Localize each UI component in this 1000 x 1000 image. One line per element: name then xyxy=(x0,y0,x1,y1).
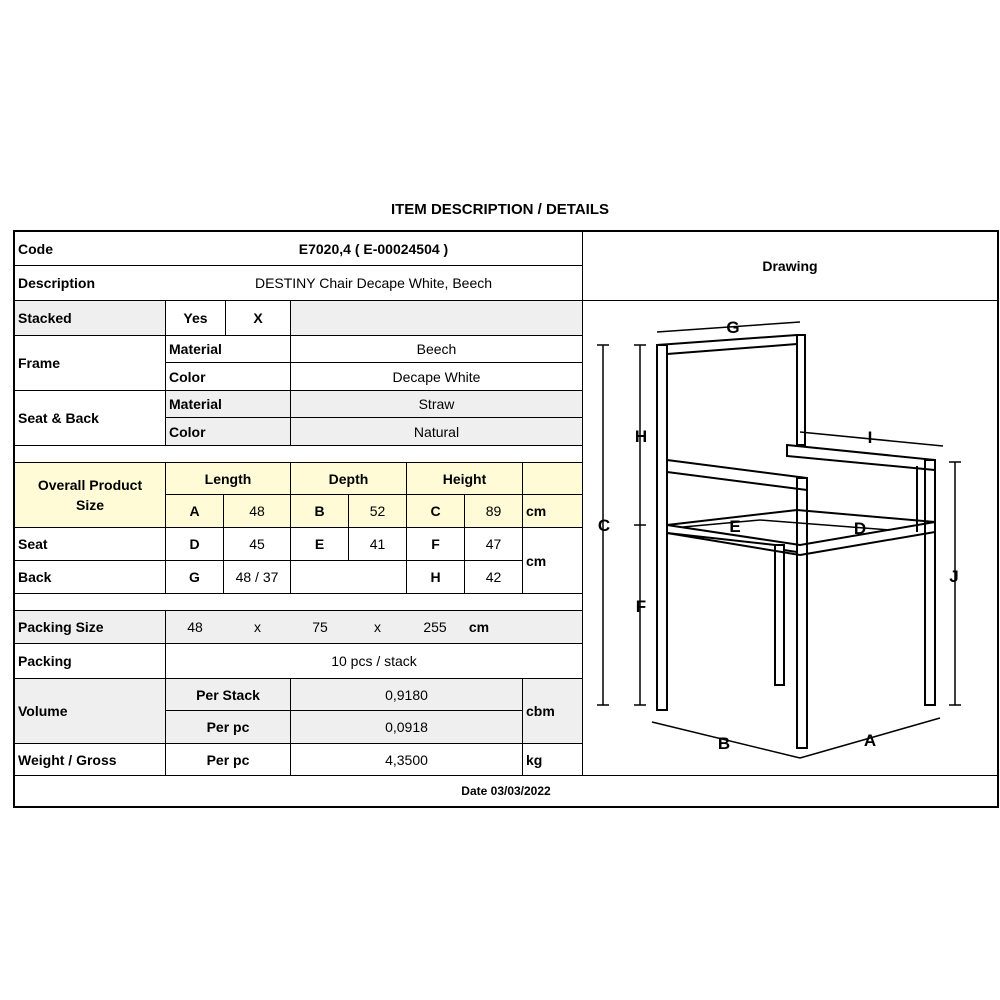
description-label: Description xyxy=(15,265,165,300)
letter-g: G xyxy=(726,318,740,337)
letter-h: H xyxy=(634,427,648,446)
packing-size-x2: x xyxy=(374,618,381,635)
weight-label: Weight / Gross xyxy=(15,743,165,775)
letter-f: F xyxy=(635,597,647,616)
packing-size-label: Packing Size xyxy=(15,610,165,643)
front-left-post xyxy=(797,478,807,748)
seat-back-color-value: Natural xyxy=(290,417,582,445)
per-stack-label: Per Stack xyxy=(165,678,290,710)
letter-d: D xyxy=(853,519,867,538)
seat-back-material-label: Material xyxy=(165,390,290,417)
dim-f-value: 47 xyxy=(464,527,522,560)
letter-j: J xyxy=(949,567,959,586)
code-value: E7020,4 ( E-00024504 ) xyxy=(298,240,449,257)
dim-d-value: 45 xyxy=(223,527,290,560)
volume-per-pc-value: 0,0918 xyxy=(290,710,522,743)
right-armrest xyxy=(787,445,935,470)
frame-material-value: Beech xyxy=(290,335,582,362)
frame-material-label: Material xyxy=(165,335,290,362)
volume-per-pc-label: Per pc xyxy=(165,710,290,743)
dim-g-letter: G xyxy=(165,560,223,593)
weight-unit: kg xyxy=(522,743,582,775)
back-right-post xyxy=(797,335,805,445)
packing-size-height: 255 xyxy=(423,618,447,635)
per-stack-value: 0,9180 xyxy=(290,678,522,710)
dim-d-letter: D xyxy=(165,527,223,560)
dim-h-letter: H xyxy=(406,560,464,593)
dim-b-letter: B xyxy=(290,494,348,527)
dim-g-value: 48 / 37 xyxy=(223,560,290,593)
overall-unit: cm xyxy=(522,494,582,527)
spacer-row-2 xyxy=(15,593,582,610)
document-title: ITEM DESCRIPTION / DETAILS xyxy=(390,201,610,218)
volume-unit: cbm xyxy=(522,678,582,743)
left-armrest xyxy=(667,460,807,490)
stacked-empty xyxy=(290,300,582,335)
code-label: Code xyxy=(18,240,53,257)
date: Date 03/03/2022 xyxy=(15,775,997,806)
stacked-yes: Yes xyxy=(165,300,225,335)
dim-e-value: 41 xyxy=(348,527,406,560)
letter-e: E xyxy=(729,517,741,536)
overall-size-label: Overall Product Size xyxy=(15,462,165,527)
dim-a-value: 48 xyxy=(223,494,290,527)
dim-e-letter: E xyxy=(290,527,348,560)
packing-size-length: 48 xyxy=(187,618,203,635)
seat-back-color-label: Color xyxy=(165,417,290,445)
letter-c: C xyxy=(597,516,611,535)
dim-h-value: 42 xyxy=(464,560,522,593)
frame-label: Frame xyxy=(15,335,165,390)
packing-size-unit: cm xyxy=(468,618,490,635)
seat-back-unit: cm xyxy=(522,527,582,593)
dim-c-letter: C xyxy=(406,494,464,527)
letter-b: B xyxy=(717,734,731,753)
length-header: Length xyxy=(165,462,290,494)
volume-label: Volume xyxy=(15,678,165,743)
letter-i: I xyxy=(867,428,873,447)
weight-per-pc-value: 4,3500 xyxy=(290,743,522,775)
packing-label: Packing xyxy=(15,643,165,678)
packing-size-depth: 75 xyxy=(312,618,328,635)
depth-header: Depth xyxy=(290,462,406,494)
back-left-post xyxy=(657,345,667,710)
stacked-label: Stacked xyxy=(15,300,165,335)
dim-line-d xyxy=(760,520,890,530)
packing-size-x1: x xyxy=(254,618,261,635)
seat-label: Seat xyxy=(15,527,165,560)
dim-b-value: 52 xyxy=(348,494,406,527)
frame-color-value: Decape White xyxy=(290,362,582,390)
seat-back-material-value: Straw xyxy=(290,390,582,417)
back-empty xyxy=(290,560,406,593)
spacer-row xyxy=(15,445,582,462)
dim-f-letter: F xyxy=(406,527,464,560)
packing-value: 10 pcs / stack xyxy=(165,643,582,678)
chair-dimension-drawing xyxy=(583,301,997,774)
back-label: Back xyxy=(15,560,165,593)
letter-a: A xyxy=(863,731,877,750)
description-value: DESTINY Chair Decape White, Beech xyxy=(165,265,582,300)
stacked-mark: X xyxy=(225,300,290,335)
frame-color-label: Color xyxy=(165,362,290,390)
seat-back-label: Seat & Back xyxy=(15,390,165,445)
dim-c-value: 89 xyxy=(464,494,522,527)
dim-a-letter: A xyxy=(165,494,223,527)
height-header: Height xyxy=(406,462,522,494)
rear-right-leg xyxy=(775,545,784,685)
drawing-label: Drawing xyxy=(582,232,997,300)
weight-per-pc-label: Per pc xyxy=(165,743,290,775)
unit-header-empty xyxy=(522,462,582,494)
front-right-post xyxy=(925,460,935,705)
